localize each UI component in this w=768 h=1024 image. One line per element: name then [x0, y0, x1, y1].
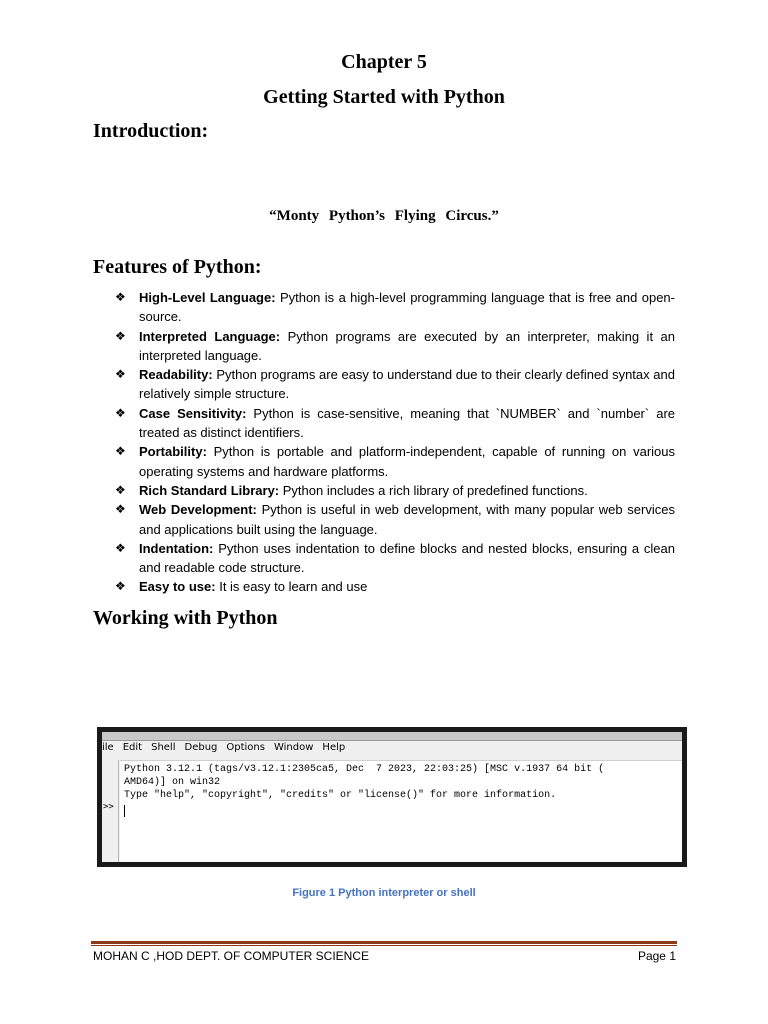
list-item — [115, 365, 675, 404]
shell-prompt: >> — [103, 802, 114, 812]
footer-divider-thin — [91, 945, 677, 946]
footer-divider — [91, 941, 677, 944]
menu-shell[interactable]: Shell — [151, 742, 176, 753]
menu-edit[interactable]: Edit — [122, 742, 143, 753]
feature-term: Interpreted Language: — [139, 328, 281, 344]
shell-menubar — [102, 742, 354, 760]
feature-text: Python programs are executed by an interpreter, making it an interpreted language. — [139, 328, 675, 363]
diamond-bullet-icon: ❖ — [115, 482, 126, 497]
feature-term: High-Level Language: — [139, 290, 276, 305]
shell-output[interactable] — [120, 760, 682, 862]
feature-text: It is easy to learn and use — [215, 579, 368, 595]
menu-file[interactable]: ile — [102, 742, 114, 753]
shell-titlebar — [102, 732, 682, 741]
shell-window — [102, 732, 682, 862]
list-item — [115, 500, 675, 539]
list-item — [115, 288, 675, 327]
shell-gutter — [102, 760, 119, 862]
quote: “Monty Python’s Flying Circus.” — [269, 208, 499, 224]
menu-help[interactable]: Help — [322, 742, 346, 753]
feature-term: Indentation: — [139, 540, 214, 556]
feature-text: Python is portable and platform-independent, capable of running on various operating systems and hardware platforms. — [139, 444, 675, 479]
shell-output-line: Type "help", "copyright", "credits" or "license()" for more information. — [124, 790, 557, 801]
feature-term: Rich Standard Library: — [139, 482, 280, 498]
diamond-bullet-icon: ❖ — [115, 444, 126, 459]
menu-window[interactable]: Window — [273, 742, 314, 753]
list-item — [115, 327, 675, 366]
menu-options[interactable]: Options — [226, 742, 265, 753]
diamond-bullet-icon: ❖ — [115, 367, 126, 382]
figure-caption: Figure 1 Python interpreter or shell — [292, 887, 476, 899]
working-heading: Working with Python — [93, 607, 278, 629]
feature-text: Python includes a rich library of predefined functions. — [279, 482, 588, 498]
python-shell-screenshot — [97, 727, 687, 867]
feature-text: Python programs are easy to understand due to their clearly defined syntax and relatively simple structure. — [139, 367, 675, 402]
feature-term: Easy to use: — [139, 579, 216, 595]
diamond-bullet-icon: ❖ — [115, 579, 126, 594]
feature-text: Python is useful in web development, with many popular web services and applications built using the language. — [139, 502, 675, 537]
feature-term: Readability: — [139, 367, 213, 383]
shell-output-line: Python 3.12.1 (tags/v3.12.1:2305ca5, Dec 7 2023, 22:03:25) [MSC v.1937 64 bit ( — [124, 764, 605, 775]
diamond-bullet-icon: ❖ — [115, 328, 126, 343]
feature-text: Python uses indentation to define blocks and nested blocks, ensuring a clean and readable code structure. — [139, 540, 675, 576]
diamond-bullet-icon: ❖ — [115, 290, 126, 304]
feature-text: Python is case-sensitive, meaning that `NUMBER` and `number` are treated as distinct identifiers. — [139, 405, 676, 441]
features-heading: Features of Python: — [93, 256, 262, 278]
feature-term: Web Development: — [139, 502, 257, 518]
shell-output-line: AMD64)] on win32 — [124, 777, 221, 788]
feature-text: Python is a high-level programming language that is free and open-source. — [139, 290, 675, 325]
chapter-heading: Chapter 5 — [341, 51, 427, 73]
feature-term: Portability: — [139, 444, 207, 460]
diamond-bullet-icon: ❖ — [115, 405, 126, 420]
diamond-bullet-icon: ❖ — [115, 502, 126, 517]
page-number: Page 1 — [637, 949, 676, 963]
footer-author: MOHAN C ,HOD DEPT. OF COMPUTER SCIENCE — [93, 949, 370, 963]
features-list — [115, 288, 675, 597]
diamond-bullet-icon: ❖ — [115, 540, 126, 555]
text-cursor — [124, 805, 125, 817]
list-item — [115, 577, 675, 596]
list-item — [115, 481, 675, 500]
list-item — [115, 442, 675, 481]
page-title: Getting Started with Python — [263, 86, 505, 108]
introduction-heading: Introduction: — [93, 120, 209, 142]
menu-debug[interactable]: Debug — [184, 742, 218, 753]
list-item — [115, 404, 675, 443]
feature-term: Case Sensitivity: — [139, 405, 247, 421]
list-item — [115, 539, 675, 578]
